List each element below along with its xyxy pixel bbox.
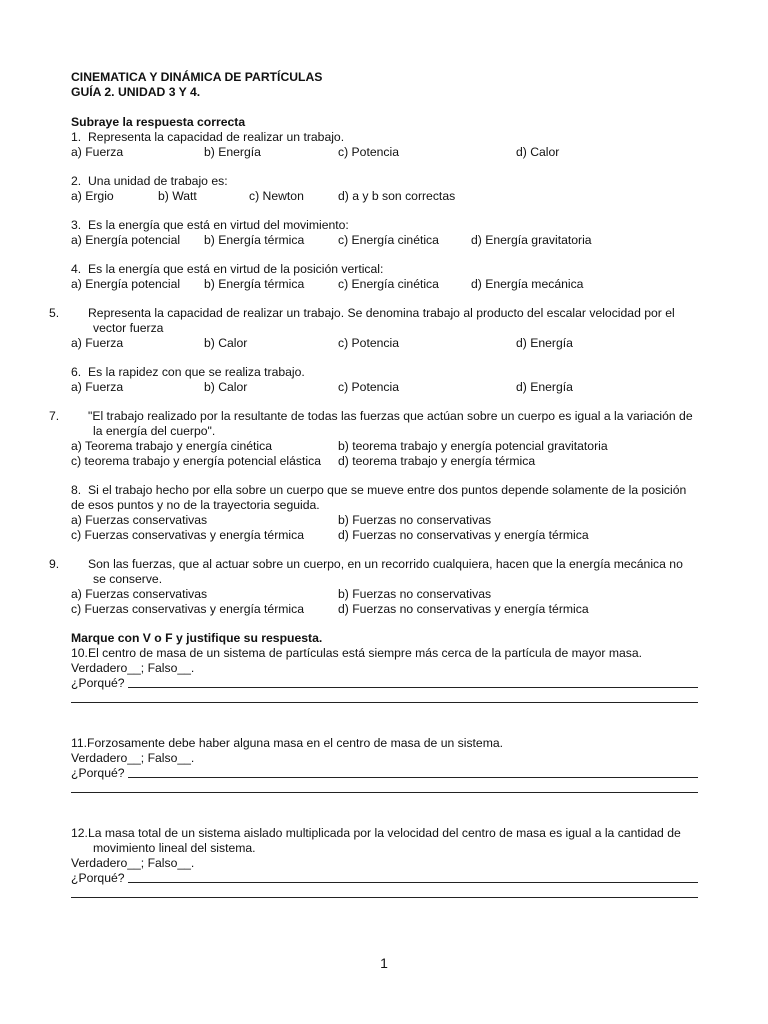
option-b: b) Energía térmica bbox=[204, 277, 305, 291]
why-label: ¿Porqué? bbox=[71, 871, 125, 885]
option-d: d) Energía gravitatoria bbox=[471, 233, 592, 247]
question-number: 9. bbox=[49, 557, 60, 571]
answer-rule bbox=[71, 897, 698, 898]
question-text: 12.La masa total de un sistema aislado multiplicada por la velocidad del centro de masa es igual a la cantidad de movimiento lineal del sistema. bbox=[71, 826, 681, 855]
option-a: a) Energía potencial bbox=[71, 233, 181, 247]
document-title: CINEMATICA Y DINÁMICA DE PARTÍCULAS bbox=[71, 70, 323, 84]
question-text: 10.El centro de masa de un sistema de partículas está siempre más cerca de la partícula de mayor masa. bbox=[71, 646, 643, 660]
option-a: a) Teorema trabajo y energía cinética bbox=[71, 439, 272, 453]
options-row bbox=[71, 189, 698, 204]
question-number: 5. bbox=[49, 306, 60, 320]
option-c: c) Potencia bbox=[338, 380, 399, 394]
option-b: b) Energía bbox=[204, 145, 261, 159]
option-b: b) teorema trabajo y energía potencial gravitatoria bbox=[338, 439, 608, 453]
answer-rule bbox=[128, 687, 698, 688]
why-answer-line-2[interactable] bbox=[71, 691, 698, 706]
why-answer-line[interactable] bbox=[71, 676, 698, 691]
question-8 bbox=[71, 483, 698, 543]
option-b: b) Calor bbox=[204, 336, 248, 350]
option-a: a) Fuerza bbox=[71, 145, 124, 159]
question-text: Es la energía que está en virtud de la posición vertical: bbox=[88, 262, 384, 276]
question-number: 4. bbox=[71, 262, 82, 276]
question-number: 7. bbox=[49, 409, 60, 423]
option-a: a) Fuerzas conservativas bbox=[71, 587, 208, 601]
why-answer-line[interactable] bbox=[71, 766, 698, 781]
options-row bbox=[71, 513, 698, 528]
why-label: ¿Porqué? bbox=[71, 766, 125, 780]
why-answer-line-2[interactable] bbox=[71, 886, 698, 901]
question-text: Representa la capacidad de realizar un trabajo. bbox=[88, 130, 345, 144]
tf-question-10 bbox=[71, 646, 698, 706]
option-d: d) Calor bbox=[516, 145, 560, 159]
option-b: b) Calor bbox=[204, 380, 248, 394]
options-row bbox=[71, 602, 698, 617]
question-5 bbox=[49, 306, 698, 351]
option-d: d) Energía mecánica bbox=[471, 277, 584, 291]
option-d: d) Energía bbox=[516, 380, 573, 394]
option-c: c) teorema trabajo y energía potencial elástica bbox=[71, 454, 321, 468]
options-row bbox=[71, 277, 698, 292]
true-false-answer[interactable]: Verdadero__; Falso__. bbox=[71, 751, 195, 765]
options-row bbox=[71, 528, 698, 543]
option-a: a) Fuerzas conservativas bbox=[71, 513, 208, 527]
question-text: 11.Forzosamente debe haber alguna masa en el centro de masa de un sistema. bbox=[71, 736, 504, 750]
question-text: Es la rapidez con que se realiza trabajo. bbox=[88, 365, 305, 379]
option-c: c) Fuerzas conservativas y energía térmica bbox=[71, 528, 305, 542]
question-text: Representa la capacidad de realizar un trabajo. Se denomina trabajo al producto del escalar velocidad por el vector fuerza bbox=[88, 306, 675, 335]
section1-heading: Subraye la respuesta correcta bbox=[71, 115, 246, 129]
option-a: a) Fuerza bbox=[71, 380, 124, 394]
options-row bbox=[71, 454, 698, 469]
true-false-answer[interactable]: Verdadero__; Falso__. bbox=[71, 856, 195, 870]
question-4 bbox=[71, 262, 698, 292]
question-text: Si el trabajo hecho por ella sobre un cuerpo que se mueve entre dos puntos depende solamente de la posición de esos puntos y no de la trayectoria seguida. bbox=[71, 483, 687, 512]
question-text: Una unidad de trabajo es: bbox=[88, 174, 228, 188]
option-b: b) Fuerzas no conservativas bbox=[338, 513, 492, 527]
why-label: ¿Porqué? bbox=[71, 676, 125, 690]
question-text: Son las fuerzas, que al actuar sobre un cuerpo, en un recorrido cualquiera, hacen que la energía mecánica no se conserve. bbox=[88, 557, 683, 586]
options-row bbox=[71, 380, 698, 395]
question-9 bbox=[49, 557, 698, 617]
option-b: b) Watt bbox=[158, 189, 197, 203]
answer-rule bbox=[71, 792, 698, 793]
question-text: Es la energía que está en virtud del movimiento: bbox=[88, 218, 349, 232]
option-b: b) Fuerzas no conservativas bbox=[338, 587, 492, 601]
options-row bbox=[71, 439, 698, 454]
option-d: d) a y b son correctas bbox=[338, 189, 456, 203]
answer-rule bbox=[128, 777, 698, 778]
question-text: "El trabajo realizado por la resultante de todas las fuerzas que actúan sobre un cuerpo es igual a la variación de la energía del cuerpo". bbox=[88, 409, 693, 438]
true-false-answer[interactable]: Verdadero__; Falso__. bbox=[71, 661, 195, 675]
options-row bbox=[71, 336, 698, 351]
options-row bbox=[71, 587, 698, 602]
option-a: a) Energía potencial bbox=[71, 277, 181, 291]
tf-question-11 bbox=[71, 736, 698, 796]
option-c: c) Newton bbox=[249, 189, 304, 203]
question-2 bbox=[71, 174, 698, 204]
option-a: a) Ergio bbox=[71, 189, 114, 203]
answer-rule bbox=[128, 882, 698, 883]
option-d: d) Energía bbox=[516, 336, 573, 350]
option-d: d) teorema trabajo y energía térmica bbox=[338, 454, 536, 468]
question-number: 3. bbox=[71, 218, 82, 232]
question-number: 2. bbox=[71, 174, 82, 188]
question-1 bbox=[71, 130, 698, 160]
option-c: c) Energía cinética bbox=[338, 277, 439, 291]
document-content bbox=[49, 70, 698, 901]
question-3 bbox=[71, 218, 698, 248]
answer-rule bbox=[71, 702, 698, 703]
options-row bbox=[71, 233, 698, 248]
question-number: 1. bbox=[71, 130, 82, 144]
option-d: d) Fuerzas no conservativas y energía térmica bbox=[338, 602, 589, 616]
option-c: c) Potencia bbox=[338, 145, 399, 159]
options-row bbox=[71, 145, 698, 160]
option-c: c) Energía cinética bbox=[338, 233, 439, 247]
document-subtitle: GUÍA 2. UNIDAD 3 Y 4. bbox=[71, 85, 201, 99]
question-6 bbox=[71, 365, 698, 395]
option-b: b) Energía térmica bbox=[204, 233, 305, 247]
question-7 bbox=[49, 409, 698, 469]
page-number: 1 bbox=[380, 955, 388, 971]
option-c: c) Potencia bbox=[338, 336, 399, 350]
question-number: 6. bbox=[71, 365, 82, 379]
option-d: d) Fuerzas no conservativas y energía térmica bbox=[338, 528, 589, 542]
why-answer-line-2[interactable] bbox=[71, 781, 698, 796]
option-a: a) Fuerza bbox=[71, 336, 124, 350]
why-answer-line[interactable] bbox=[71, 871, 698, 886]
question-number: 8. bbox=[71, 483, 82, 497]
tf-question-12 bbox=[71, 826, 698, 901]
section2-heading: Marque con V o F y justifique su respuesta. bbox=[71, 631, 323, 645]
option-c: c) Fuerzas conservativas y energía térmica bbox=[71, 602, 305, 616]
